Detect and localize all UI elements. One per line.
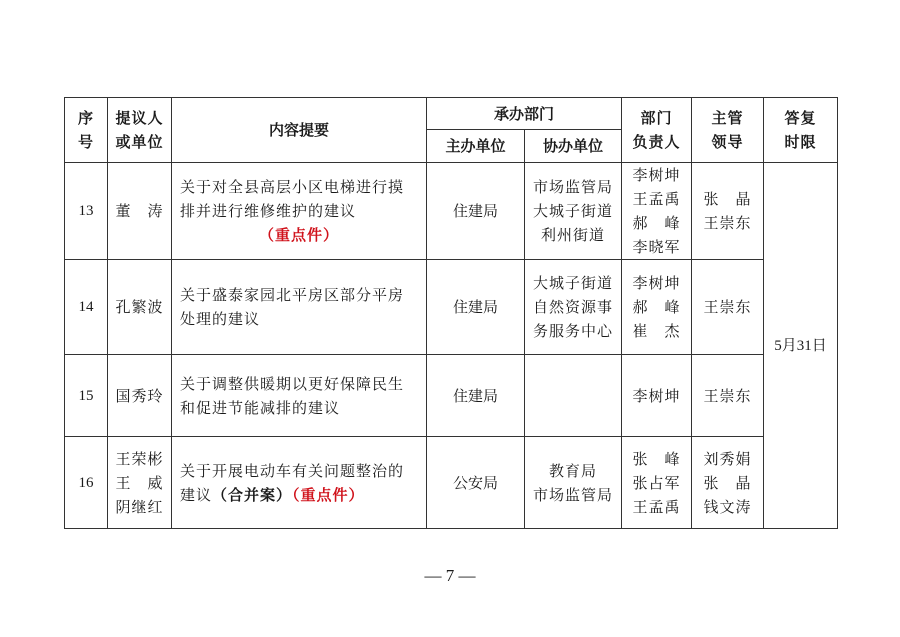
header-seq: 序 号 bbox=[65, 98, 108, 163]
table-row bbox=[65, 163, 838, 260]
row-dept-head: 李树坤 郝 峰 崔 杰 bbox=[622, 260, 692, 355]
row-content: 关于对全县高层小区电梯进行摸 排并进行维修维护的建议 （重点件） bbox=[172, 163, 427, 260]
row-assist-unit: 大城子街道 自然资源事 务服务中心 bbox=[525, 260, 622, 355]
row-dept-head: 李树坤 王孟禹 郝 峰 李晓军 bbox=[622, 163, 692, 260]
row-assist-unit bbox=[525, 355, 622, 437]
table-row bbox=[65, 437, 838, 529]
row-seq: 16 bbox=[65, 437, 108, 529]
row-leader: 张 晶 王崇东 bbox=[692, 163, 764, 260]
row-main-unit: 公安局 bbox=[427, 437, 525, 529]
header-main-unit: 主办单位 bbox=[427, 130, 525, 163]
proposal-table bbox=[64, 97, 838, 529]
header-assist-unit: 协办单位 bbox=[525, 130, 622, 163]
row-dept-head: 李树坤 bbox=[622, 355, 692, 437]
deadline-value: 5月31日 bbox=[764, 163, 838, 529]
row-content: 关于开展电动车有关问题整治的 建议（合并案）（重点件） bbox=[172, 437, 427, 529]
row-seq: 15 bbox=[65, 355, 108, 437]
row-leader: 王崇东 bbox=[692, 355, 764, 437]
row-main-unit: 住建局 bbox=[427, 355, 525, 437]
row-assist-unit: 市场监管局 大城子街道 利州街道 bbox=[525, 163, 622, 260]
row-proposer: 董 涛 bbox=[108, 163, 172, 260]
key-tag: （重点件） bbox=[258, 226, 339, 244]
row-proposer: 王荣彬 王 威 阴继红 bbox=[108, 437, 172, 529]
key-tag: （重点件） bbox=[292, 485, 365, 504]
row-proposer: 孔繁波 bbox=[108, 260, 172, 355]
row-leader: 王崇东 bbox=[692, 260, 764, 355]
row-main-unit: 住建局 bbox=[427, 163, 525, 260]
row-assist-unit: 教育局 市场监管局 bbox=[525, 437, 622, 529]
header-deadline: 答复 时限 bbox=[764, 98, 838, 163]
row-content: 关于盛泰家园北平房区部分平房 处理的建议 bbox=[172, 260, 427, 355]
header-leader: 主管 领导 bbox=[692, 98, 764, 163]
header-row-top bbox=[65, 98, 838, 130]
header-content: 内容提要 bbox=[172, 98, 427, 163]
table-row bbox=[65, 355, 838, 437]
row-content: 关于调整供暖期以更好保障民生 和促进节能减排的建议 bbox=[172, 355, 427, 437]
row-leader: 刘秀娟 张 晶 钱文涛 bbox=[692, 437, 764, 529]
table-row bbox=[65, 260, 838, 355]
page-number: — 7 — bbox=[424, 566, 476, 585]
row-seq: 13 bbox=[65, 163, 108, 260]
header-proposer: 提议人 或单位 bbox=[108, 98, 172, 163]
header-dept-head: 部门 负责人 bbox=[622, 98, 692, 163]
row-dept-head: 张 峰 张占军 王孟禹 bbox=[622, 437, 692, 529]
header-dept-group: 承办部门 bbox=[427, 98, 622, 130]
row-proposer: 国秀玲 bbox=[108, 355, 172, 437]
row-main-unit: 住建局 bbox=[427, 260, 525, 355]
merge-tag: （合并案） bbox=[212, 485, 293, 504]
row-seq: 14 bbox=[65, 260, 108, 355]
